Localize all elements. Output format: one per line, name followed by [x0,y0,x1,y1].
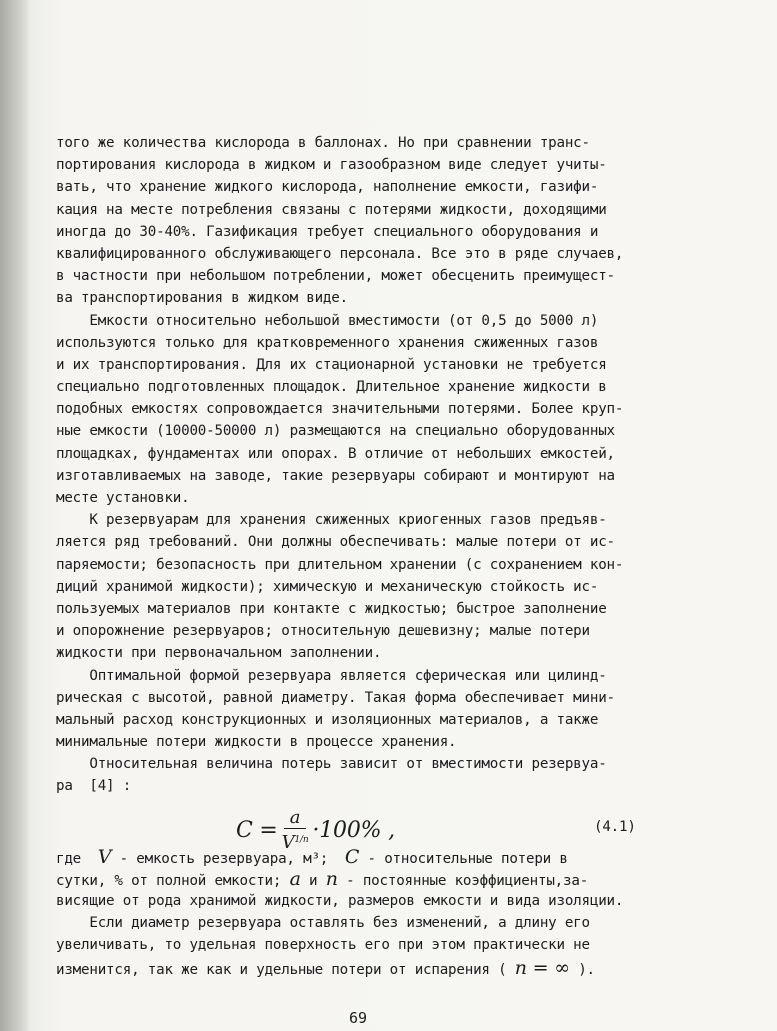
text-line: висящие от рода хранимой жидкости, размеров емкости и вида изоляции. [56,893,624,909]
equation-number: (4.1) [594,818,636,835]
binding-shadow [0,0,30,1031]
formula-denominator [282,829,309,854]
formula-rhs: ·100% , [312,817,395,843]
text-line: рическая с высотой, равной диаметру. Такая форма обеспечивает мини- [56,689,615,706]
symbol-V: V [97,845,112,868]
text-line: диций хранимой жидкости); химическую и механическую стойкость ис- [56,578,599,595]
paragraph-5 [56,753,668,797]
symbol-C: C [344,845,360,868]
last-line-text: изменится, так же как и удельные потери от испарения ( [56,961,515,978]
text-line: подобных емкостях сопровождается значительными потерями. Более круп- [56,401,624,418]
text-line: Емкости относительно небольшой вместимости (от 0,5 до 5000 л) [56,312,599,329]
text-line: иногда до 30-40%. Газификация требует специального оборудования и [56,223,599,240]
where-text: - постоянные коэффициенты,за- [337,872,589,889]
formula-fraction [282,808,309,854]
text-line: квалифицированного обслуживающего персонала. Все это в ряде случаев, [56,245,624,262]
paragraph-2 [56,310,668,510]
formula-numerator: a [284,808,307,829]
formula-denominator-base: V [281,831,295,853]
symbol-n-infinity: n = ∞ [514,956,570,979]
text-line: специально подготовленных площадок. Длительное хранение жидкости в [56,379,607,396]
text-line: изготавливаемых на заводе, такие резервуары собирают и монтируют на [56,467,615,484]
text-line: ва транспортирования в жидком виде. [56,290,348,307]
text-line: жидкости при первоначальном заполнении. [56,645,382,662]
text-line: ра [4] : [56,778,132,795]
text-line: в частности при небольшом потреблении, может обесценить преимущест- [56,268,615,285]
symbol-n: n [325,867,338,890]
paragraph-3 [56,509,668,664]
paragraph-1 [56,132,668,310]
text-line: минимальные потери жидкости в процессе хранения. [56,734,457,751]
text-line: и их транспортирования. Для их стационарной установки не требуется [56,356,607,373]
text-line: Относительная величина потерь зависит от вместимости резервуа- [56,756,607,773]
text-line: увеличивать, то удельная поверхность его при этом практически не [56,937,590,954]
where-text: - относительные потери в [359,850,568,867]
where-paragraph [56,846,668,913]
text-line: используются только для кратковременного хранения сжиженных газов [56,334,599,351]
where-text: - емкость резервуара, м³; [111,850,345,867]
formula-denominator-exponent: 1/n [294,834,309,845]
text-line: ляется ряд требований. Они должны обеспечивать: малые потери от ис- [56,534,615,551]
text-line: кация на месте потребления связаны с потерями жидкости, доходящими [56,201,607,218]
formula-4-1 [56,802,668,853]
text-line: пользуемых материалов при контакте с жидкостью; быстрое заполнение [56,600,607,617]
text-line: вать, что хранение жидкого кислорода, наполнение емкости, газифи- [56,179,599,196]
symbol-a: a [289,867,301,890]
paragraph-4 [56,665,668,754]
page-text [56,132,668,979]
text-line: ные емкости (10000-50000 л) размещаются на специально оборудованных [56,423,615,440]
text-line [56,868,668,890]
where-text: сутки, % от полной емкости; [56,872,290,889]
text-line: паряемости; безопасность при длительном хранении (с сохранением кон- [56,556,624,573]
text-line: мальный расход конструкционных и изоляционных материалов, а также [56,711,599,728]
text-line: портирования кислорода в жидком и газообразном виде следует учиты- [56,157,607,174]
where-text: где [56,850,98,867]
text-line: и опорожнение резервуаров; относительную дешевизну; малые потери [56,623,590,640]
paragraph-6 [56,912,668,979]
where-text: и [300,872,326,889]
text-line: месте установки. [56,490,190,506]
text-line: Если диаметр резервуара оставлять без изменений, а длину его [56,915,590,932]
formula-expression [236,808,395,854]
formula-lhs: C = [236,817,278,843]
text-line [56,957,668,979]
last-line-end: ). [569,961,595,978]
page-number: 69 [349,1009,368,1027]
text-line: площадках, фундаментах или опорах. В отличие от небольших емкостей, [56,445,615,462]
text-line: Оптимальной формой резервуара является сферическая или цилинд- [56,667,607,684]
text-line: того же количества кислорода в баллонах. Но при сравнении транс- [56,135,590,151]
text-line: К резервуарам для хранения сжиженных криогенных газов предъяв- [56,512,607,529]
